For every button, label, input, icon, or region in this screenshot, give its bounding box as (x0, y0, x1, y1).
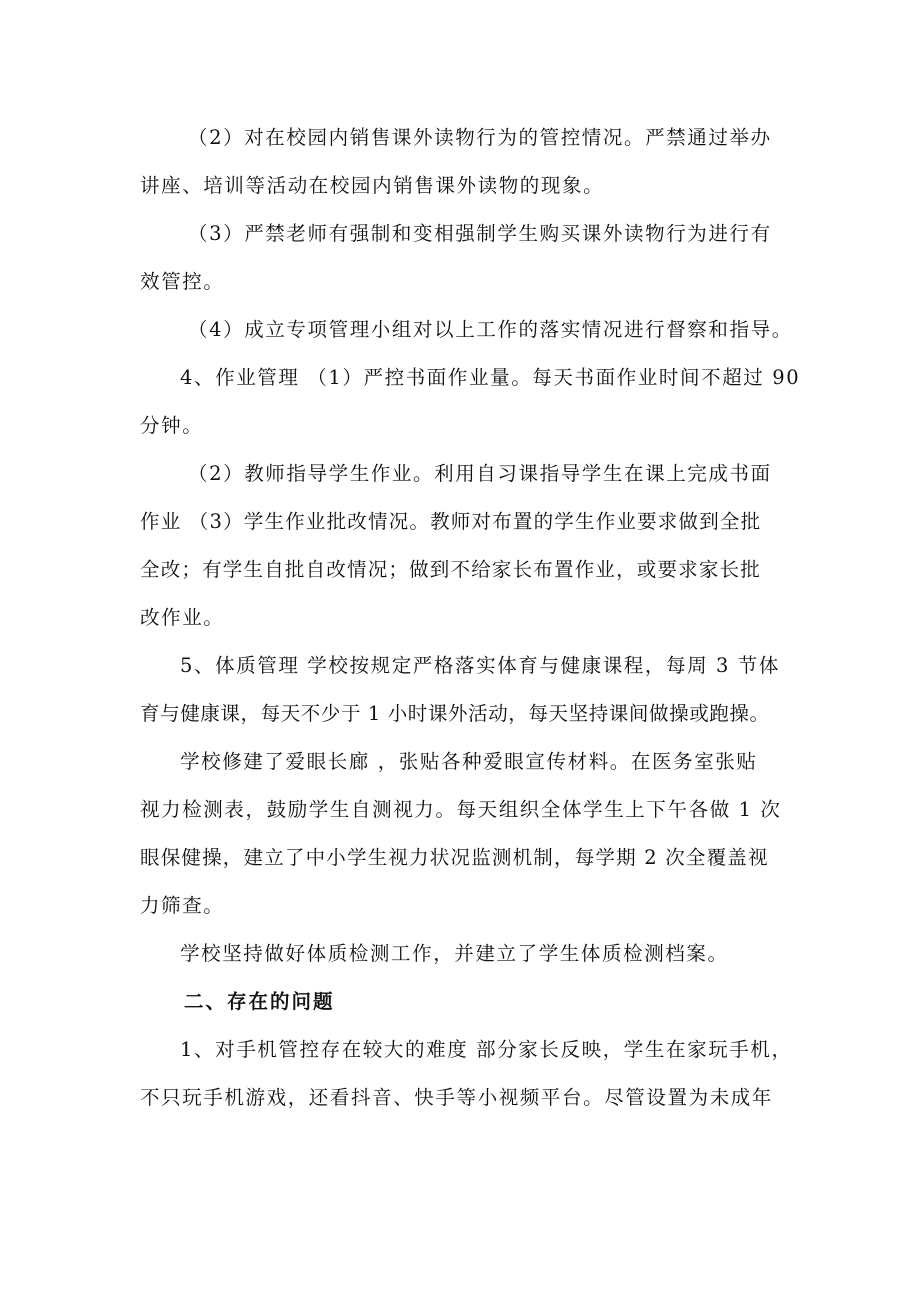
paragraph-line: 学校修建了爱眼长廊 ，张贴各种爱眼宣传材料。在医务室张贴 (180, 750, 758, 773)
paragraph-line: （2）教师指导学生作业。利用自习课指导学生在课上完成书面 (188, 462, 772, 485)
paragraph-line: 学校坚持做好体质检测工作，并建立了学生体质检测档案。 (180, 942, 729, 965)
paragraph-line: 育与健康课，每天不少于 1 小时课外活动，每天坚持课间做操或跑操。 (140, 702, 770, 725)
section-heading: 二、存在的问题 (184, 990, 335, 1013)
paragraph-line: 4、作业管理 （1）严控书面作业量。每天书面作业时间不超过 90 (180, 366, 801, 389)
paragraph-line: 力筛查。 (140, 894, 225, 917)
paragraph-line: 作业 （3）学生作业批改情况。教师对布置的学生作业要求做到全批 (140, 510, 762, 533)
paragraph-line: 全改；有学生自批自改情况；做到不给家长布置作业，或要求家长批 (140, 558, 762, 581)
paragraph-line: （2）对在校园内销售课外读物行为的管控情况。严禁通过举办 (188, 126, 772, 149)
paragraph-line: 眼保健操，建立了中小学生视力状况监测机制，每学期 2 次全覆盖视 (140, 846, 769, 869)
paragraph-line: 1、对手机管控存在较大的难度 部分家长反映，学生在家玩手机， (180, 1038, 793, 1061)
paragraph-line: （4）成立专项管理小组对以上工作的落实情况进行督察和指导。 (188, 318, 793, 341)
paragraph-line: 5、体质管理 学校按规定严格落实体育与健康课程，每周 3 节体 (180, 654, 781, 677)
paragraph-line: 讲座、培训等活动在校园内销售课外读物的现象。 (140, 174, 605, 197)
paragraph-line: 不只玩手机游戏，还看抖音、快手等小视频平台。尽管设置为未成年 (140, 1086, 774, 1109)
paragraph-line: 效管控。 (140, 270, 225, 293)
paragraph-line: 视力检测表，鼓励学生自测视力。每天组织全体学生上下午各做 1 次 (140, 798, 782, 821)
paragraph-line: 分钟。 (140, 414, 204, 437)
paragraph-line: （3）严禁老师有强制和变相强制学生购买课外读物行为进行有 (188, 222, 772, 245)
paragraph-line: 改作业。 (140, 606, 225, 629)
